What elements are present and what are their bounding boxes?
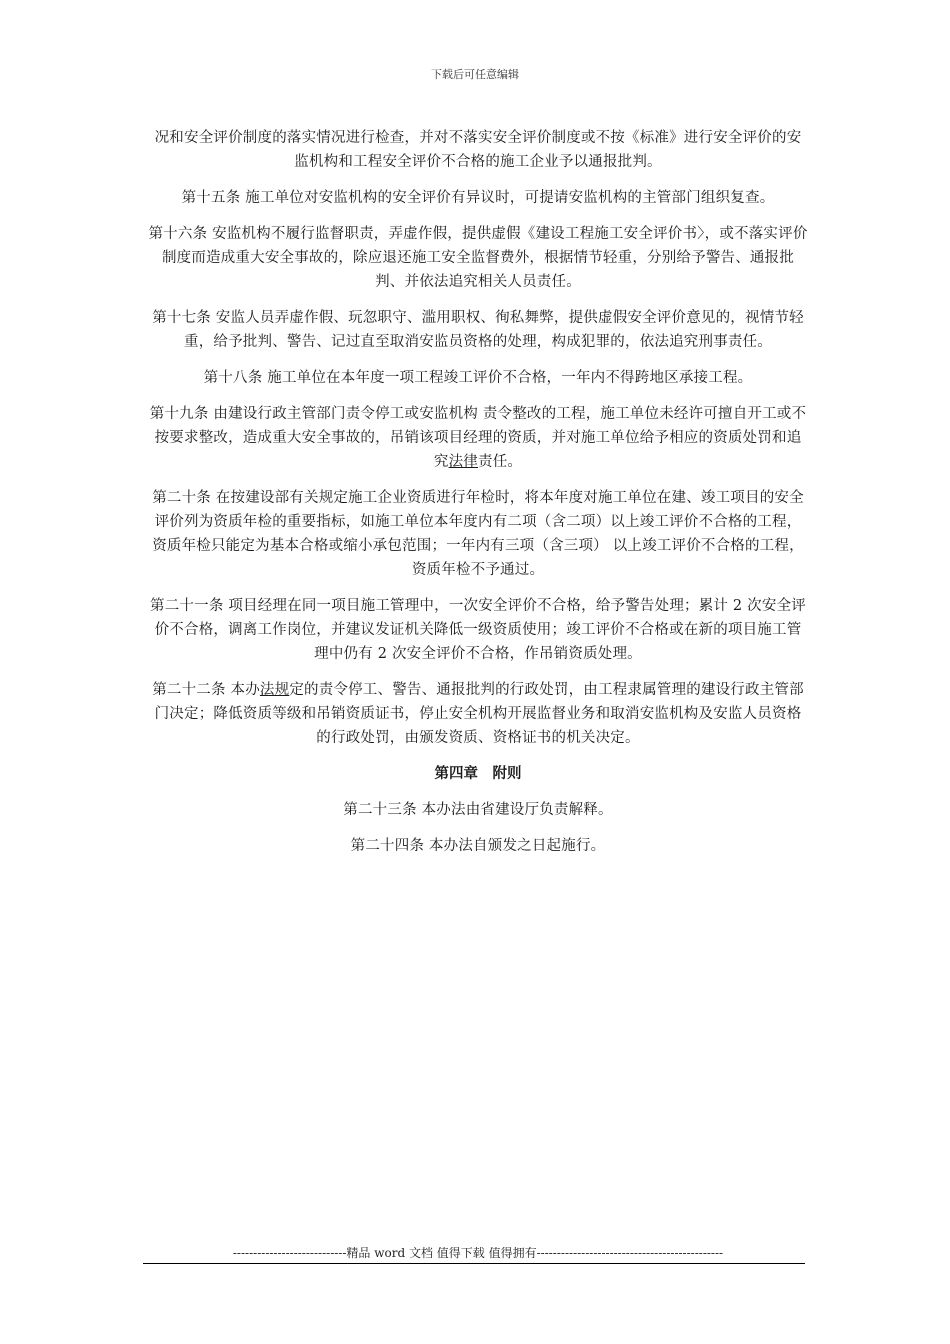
- article-19: [148, 402, 808, 474]
- footer-divider: [143, 1263, 805, 1264]
- article-22-tail: 定的责令停工、警告、通报批判的行政处罚，由工程隶属管理的建设行政主管部门决定；降低资质等级和吊销资质证书，停止安全机构开展监督业务和取消安监机构及安监人员资格的行政处罚，由颁发资质、资格证书的机关决定。: [154, 682, 804, 746]
- chapter-heading: 第四章 附则: [434, 766, 522, 782]
- page-footer: ----------------------------精品 word 文档 值得下载 值得拥有----------------------------------------------: [232, 1246, 724, 1260]
- article-19-text: 第十九条 由建设行政主管部门责令停工或安监机构 责令整改的工程，施工单位未经许可擅自开工或不按要求整改，造成重大安全事故的，吊销该项目经理的资质，并对施工单位给予相应的资质处罚和追究: [149, 406, 807, 470]
- article-24: 第二十四条 本办法自颁发之日起施行。: [350, 838, 606, 854]
- regulation-link[interactable]: 法规: [259, 682, 290, 698]
- law-link[interactable]: 法律: [448, 454, 478, 470]
- article-19-tail: 责任。: [478, 454, 523, 470]
- article-18: 第十八条 施工单位在本年度一项工程竣工评价不合格，一年内不得跨地区承接工程。: [203, 370, 753, 386]
- article-16: 第十六条 安监机构不履行监督职责，弄虚作假，提供虚假《建设工程施工安全评价书〉，或不落实评价制度而造成重大安全事故的，除应退还施工安全监督费外，根据情节轻重，分别给予警告、通报批判、并依法追究相关人员责任。: [148, 226, 808, 290]
- article-22-text: 第二十二条 本办: [152, 682, 260, 698]
- article-15: 第十五条 施工单位对安监机构的安全评价有异议时，可提请安监机构的主管部门组织复查。: [181, 190, 775, 206]
- article-23: 第二十三条 本办法由省建设厅负责解释。: [343, 802, 613, 818]
- page-header: 下载后可任意编辑: [431, 68, 519, 81]
- article-20: 第二十条 在按建设部有关规定施工企业资质进行年检时，将本年度对施工单位在建、竣工项目的安全评价列为资质年检的重要指标，如施工单位本年度内有二项（含二项）以上竣工评价不合格的工程，资质年检只能定为基本合格或缩小承包范围；一年内有三项（含三项） 以上竣工评价不合格的工程，资质年检不予通过。: [152, 490, 804, 578]
- paragraph-continuation: 况和安全评价制度的落实情况进行检查，并对不落实安全评价制度或不按《标准》进行安全评价的安监机构和工程安全评价不合格的施工企业予以通报批判。: [154, 130, 802, 170]
- article-22: [148, 678, 808, 750]
- document-body: [148, 126, 808, 870]
- article-21: 第二十一条 项目经理在同一项目施工管理中，一次安全评价不合格，给予警告处理；累计 2 次安全评价不合格，调离工作岗位，并建议发证机关降低一级资质使用；竣工评价不合格或在新的项目施工管理中仍有 2 次安全评价不合格，作吊销资质处理。: [150, 598, 806, 662]
- article-17: 第十七条 安监人员弄虚作假、玩忽职守、滥用职权、徇私舞弊，提供虚假安全评价意见的，视情节轻重，给予批判、警告、记过直至取消安监员资格的处理，构成犯罪的，依法追究刑事责任。: [152, 310, 804, 350]
